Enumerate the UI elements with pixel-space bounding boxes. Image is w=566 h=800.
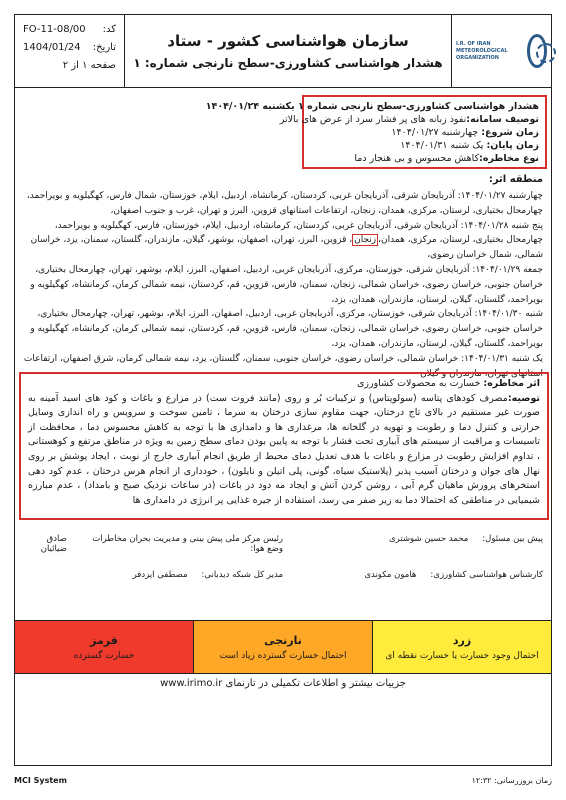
date-value: 1404/01/24 xyxy=(23,42,81,53)
region-title: منطقه اثر: xyxy=(488,174,543,185)
page-number: صفحه ۱ از ۲ xyxy=(62,60,116,71)
start-time: زمان شروع: چهارشنبه ۱۴۰۴/۰۱/۲۷ xyxy=(391,127,539,138)
network-director-signature: مدیر کل شبکه دیدبانی: مصطفی ایزدفر xyxy=(132,570,283,580)
code-row xyxy=(23,21,116,39)
warning-info-box xyxy=(205,95,547,169)
region-day-1: چهارشنبه ۱۴۰۴/۰۱/۲۷: آذربایجان شرقی، آذربایجان غربی، کردستان، کرمانشاه، اردبیل، ایلام، خوزستان، شمال فارس، کهگیلویه و بویراحمد، چهارمحال بختیاری، لرستان، مرکزی، همدان، زنجان، ارتفاعات استانهای قزوین، البرز و تهران، غرب و جنوب اصفهان، xyxy=(26,191,543,216)
level-yellow: زرد احتمال وجود خسارت یا خسارت نقطه ای xyxy=(372,621,551,673)
level-orange: نارنجی احتمال خسارت گسترده زیاد است xyxy=(193,621,372,673)
document-meta xyxy=(15,15,125,87)
warning-title: هشدار هواشناسی کشاورزی-سطح نارنجی شماره ۱ یکشنبه ۱۴۰۴/۰۱/۲۴ xyxy=(205,101,539,112)
page-row xyxy=(23,57,116,75)
date-label: تاریخ: xyxy=(92,42,116,53)
system-description: توصیف سامانه:نفوذ زبانه های پر فشار سرد از عرض های بالاتر xyxy=(279,114,539,125)
signatures xyxy=(23,534,543,604)
warning-levels-legend xyxy=(15,620,551,674)
organization-title: سازمان هواشناسی کشور - ستاد xyxy=(167,32,409,50)
zanjan-highlight: زنجان xyxy=(354,235,377,246)
meteorology-logo-icon xyxy=(527,34,547,68)
warning-subtitle: هشدار هواشناسی کشاورزی-سطح نارنجی شماره: ۱ xyxy=(133,56,443,70)
region-day-2: پنج شنبه ۱۴۰۴/۰۱/۲۸: آذربایجان شرقی، آذربایجان غربی، کردستان، کرمانشاه، اردبیل، ایلام، خوزستان، فارس، کهگیلویه و بویراحمد، چهارمحال بختیاری، لرستان، مرکزی، همدان،زنجان، قزوین، البرز، تهران، اصفهان، بوشهر، گیلان، مازندران، گلستان، سمنان، یزد، خراسان شمالی، شمال خراسان رضوی، xyxy=(30,220,543,261)
code-value: FO-11-08/00 xyxy=(23,24,86,35)
document-body xyxy=(14,88,552,766)
code-label: کد: xyxy=(102,24,116,35)
center-head-signature: رئیس مرکز ملی پیش بینی و مدیریت بحران مخاطرات وضع هوا: صادق ضیائیان xyxy=(40,534,283,554)
end-time: زمان پایان: یک شنبه ۱۴۰۴/۰۱/۳۱ xyxy=(400,140,539,151)
region-day-5: یک شنبه ۱۴۰۴/۰۱/۳۱: خراسان شمالی، خراسان رضوی، خراسان جنوبی، سمنان، گلستان، یزد، نیمه شمالی کرمان، شرق اصفهان، ارتفاعات استانهای تهران، مازندران و گیلان xyxy=(23,353,543,379)
hazard-type: نوع مخاطره:کاهش محسوس و بی هنجار دما xyxy=(354,153,539,164)
region-day-3: جمعه ۱۴۰۴/۰۱/۲۹: آذربایجان شرقی، خوزستان، مرکزی، آذربایجان غربی، اردبیل، اصفهان، البرز، ایلام، بوشهر، تهران، چهارمحال بختیاری، خراسان جنوبی، خراسان رضوی، خراسان شمالی، زنجان، سمنان، فارس، قزوین، قم، کردستان، نیمه شمالی کرمان، کرمانشاه، کهگیلویه و بویراحمد، گلستان، گیلان، لرستان، مازندران، همدان، یزد، xyxy=(30,264,543,305)
update-time: زمان بروزرسانی: ۱۲:۳۲ xyxy=(471,776,552,785)
header-titles xyxy=(125,15,451,87)
region-day-4: شنبه ۱۴۰۴/۰۱/۳۰: آذربایجان شرقی، خوزستان، مرکزی، آذربایجان غربی، اردبیل، اصفهان، البرز، ایلام، بوشهر، تهران، چهارمحال بختیاری، خراسان جنوبی، خراسان رضوی، خراسان شمالی، زنجان، سمنان، فارس، قزوین، قم، کردستان، نیمه شمالی کرمان، کرمانشاه، کهگیلویه و بویراحمد، گلستان، گیلان، لرستان، مازندران، همدان، یزد، xyxy=(30,309,543,349)
level-red: قرمز خسارت گسترده xyxy=(15,621,193,673)
effect-box xyxy=(19,372,549,520)
effect-line: اثر مخاطره: خسارت به محصولات کشاورزی xyxy=(356,378,540,389)
recommendation: توصیه:مصرف کودهای پتاسه (سولوپتاس) و ترکیبات بُر و روی (مانند فروت ست) در مزارع و باغات و کود های اسید آمینه به صورت غیر مستقیم در بالای تاج درختان، جهت مقاوم سازی درختان به سرما ، تامین سوخت و سرویس و راه اندازی وسایل حرارتی و کنترل دما و رطوبت و تهویه در گلخانه ها، مرغداری ها و دامداری ها با توجه به کاهش محسوس دما ، محافظت از تاسیسات و مراقبت از سیستم های آبیاری تحت فشار با توجه به پایین بودن دمای سطح زمین به ویژه در مناطق مرتفع و کوهستانی ، تداوم افزایش رطوبت در مزارع و باغات با هدف تعدیل دمای محیط از طریق انجام آبیاری خارج از نوبت ، ایجاد پوشش بر روی نهال های جوان و درختان آسیب پذیر (پلاستیک سیاه، گونی، پلی اتیلن و نایلون) ، خودداری از انجام هرس درختان ، عدم کود دهی استخرهای پرورش ماهیان گرم آبی ، روشن کردن آتش و ایجاد مه دود در باغات (در ساعات نزدیک صبح و بامداد) ، عدم مبارزه شیمیایی در مناطقی که احتمالا دما به زیر صفر می رسد، استفاده از جیره غذایی پر انرژی در دامداری ها xyxy=(28,392,540,506)
organization-logo xyxy=(451,15,551,87)
document-header xyxy=(14,14,552,88)
logo-text: I.R. OF IRAN METEOROLOGICAL ORGANIZATION xyxy=(456,40,508,61)
website-info: جزییات بیشتر و اطلاعات تکمیلی در تارنمای www.irimo.ir xyxy=(160,678,406,689)
agri-expert-signature: کارشناس هواشناسی کشاورزی: هامون مکوندی xyxy=(364,570,543,580)
date-row xyxy=(23,39,116,57)
region-text xyxy=(23,189,543,381)
forecaster-signature: پیش بین مسئول: محمد حسین شوشتری xyxy=(389,534,543,544)
system-name: MCI System xyxy=(14,776,67,785)
